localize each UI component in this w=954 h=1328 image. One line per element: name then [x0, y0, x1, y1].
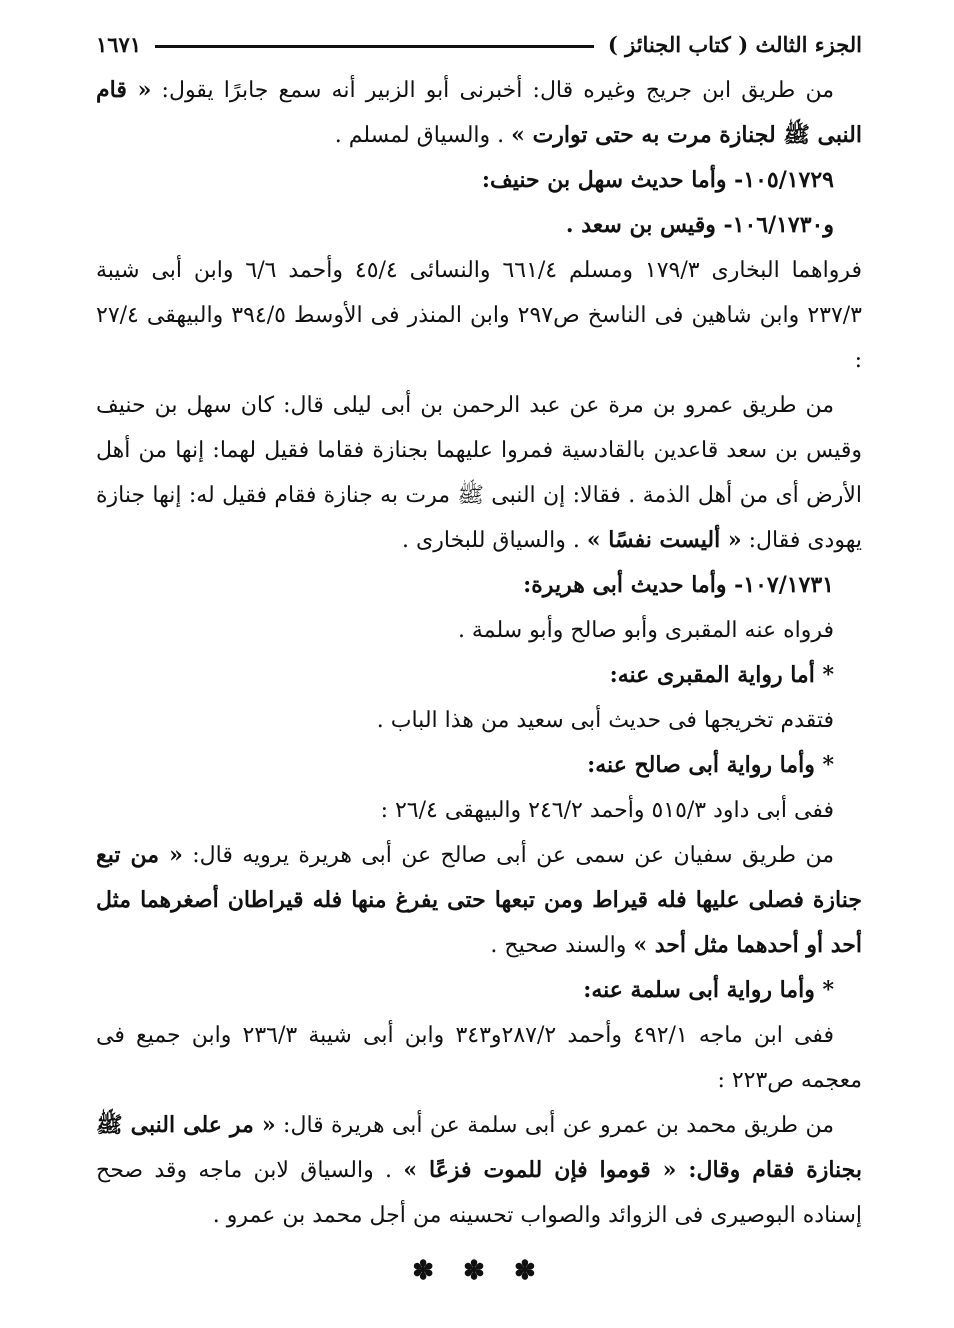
hadith-quote: « مر على النبى ﷺ بجنازة فقام وقال: « قوموا فإن للموت فزعًا » — [96, 1112, 863, 1183]
paragraph-takhrij: فرواهما البخارى ١٧٩/٣ ومسلم ٦٦١/٤ والنسائى ٤٥/٤ وأحمد ٦/٦ وابن أبى شيبة ٢٣٧/٣ وابن شاهين فى الناسخ ص٢٩٧ وابن المنذر فى الأوسط ٣٩٤/٥ والبيهقى ٢٧/٤ : — [96, 258, 863, 373]
text-segment: . والسياق لابن ماجه وقد صحح إسناده البوصيرى فى الزوائد والصواب تحسينه من أجل محمد بن عمرو . — [96, 1158, 862, 1228]
text-segment: . والسياق للبخارى . — [402, 528, 587, 553]
paragraph: ففى أبى داود ٥١٥/٣ وأحمد ٢٤٦/٢ والبيهقى ٢٦/٤ : — [380, 798, 834, 823]
text-segment: من طريق عمرو بن مرة عن عبد الرحمن بن أبى ليلى قال: كان سهل بن حنيف وقيس بن سعد قاعدين بالقادسية فمروا عليهما بجنازة فقاما فقيل لهما: إنها من أهل الأرض أى من أهل الذمة . فقالا: إن النبى ﷺ مرت به جنازة فقام فقيل له: إنها جنازة يهودى فقال: — [96, 393, 862, 553]
page-body — [96, 68, 862, 1286]
paragraph: ففى ابن ماجه ٤٩٢/١ وأحمد ٢٨٧/٢و٣٤٣ وابن أبى شيبة ٢٣٦/٣ وابن جميع فى معجمه ص٢٢٣ : — [96, 1023, 862, 1093]
subsection-heading: * وأما رواية أبى سلمة عنه: — [583, 977, 834, 1003]
paragraph: فتقدم تخريجها فى حديث أبى سعيد من هذا الباب . — [376, 708, 834, 733]
text-segment: من طريق محمد بن عمرو عن أبى سلمة عن أبى هريرة قال: — [275, 1113, 834, 1138]
header-rule — [155, 45, 594, 48]
text-segment: من طريق سفيان عن سمى عن أبى صالح عن أبى هريرة يرويه قال: — [182, 843, 834, 868]
section-end-ornament: ✽ ✽ ✽ — [412, 1256, 546, 1286]
section-heading: ١٠٥/١٧٢٩- وأما حديث سهل بن حنيف: — [481, 167, 834, 193]
subsection-heading: * أما رواية المقبرى عنه: — [609, 662, 834, 688]
text-segment: من طريق ابن جريج وغيره قال: أخبرنى أبو الزبير أنه سمع جابرًا يقول: — [151, 78, 834, 103]
text-segment: والسند صحيح . — [490, 933, 634, 958]
header-title: الجزء الثالث ( كتاب الجنائز ) — [607, 31, 862, 57]
section-heading: ١٠٧/١٧٣١- وأما حديث أبى هريرة: — [523, 572, 834, 598]
page-number: ١٦٧١ — [96, 31, 142, 57]
paragraph-abu-salih-hadith — [96, 833, 862, 968]
hadith-quote: « قام النبى ﷺ لجنازة مرت به حتى توارت » — [96, 77, 862, 148]
hadith-quote: « أليست نفسًا » — [586, 527, 742, 553]
running-header — [96, 24, 862, 64]
paragraph-jabir-hadith — [96, 68, 862, 158]
text-segment: . والسياق لمسلم . — [334, 123, 512, 148]
paragraph: فرواه عنه المقبرى وأبو صالح وأبو سلمة . — [457, 618, 834, 643]
hadith-quote: « من تبع جنازة فصلى عليها فله قيراط ومن تبعها حتى يفرغ منها فله قيراطان أصغرهما مثل أحد أو أحدهما مثل أحد » — [96, 842, 862, 958]
paragraph-sahl-hadith — [96, 383, 862, 563]
paragraph-abu-salama-hadith — [96, 1103, 862, 1238]
subsection-heading: * وأما رواية أبى صالح عنه: — [587, 752, 834, 778]
section-heading: و١٠٦/١٧٣٠- وقيس بن سعد . — [565, 212, 834, 238]
